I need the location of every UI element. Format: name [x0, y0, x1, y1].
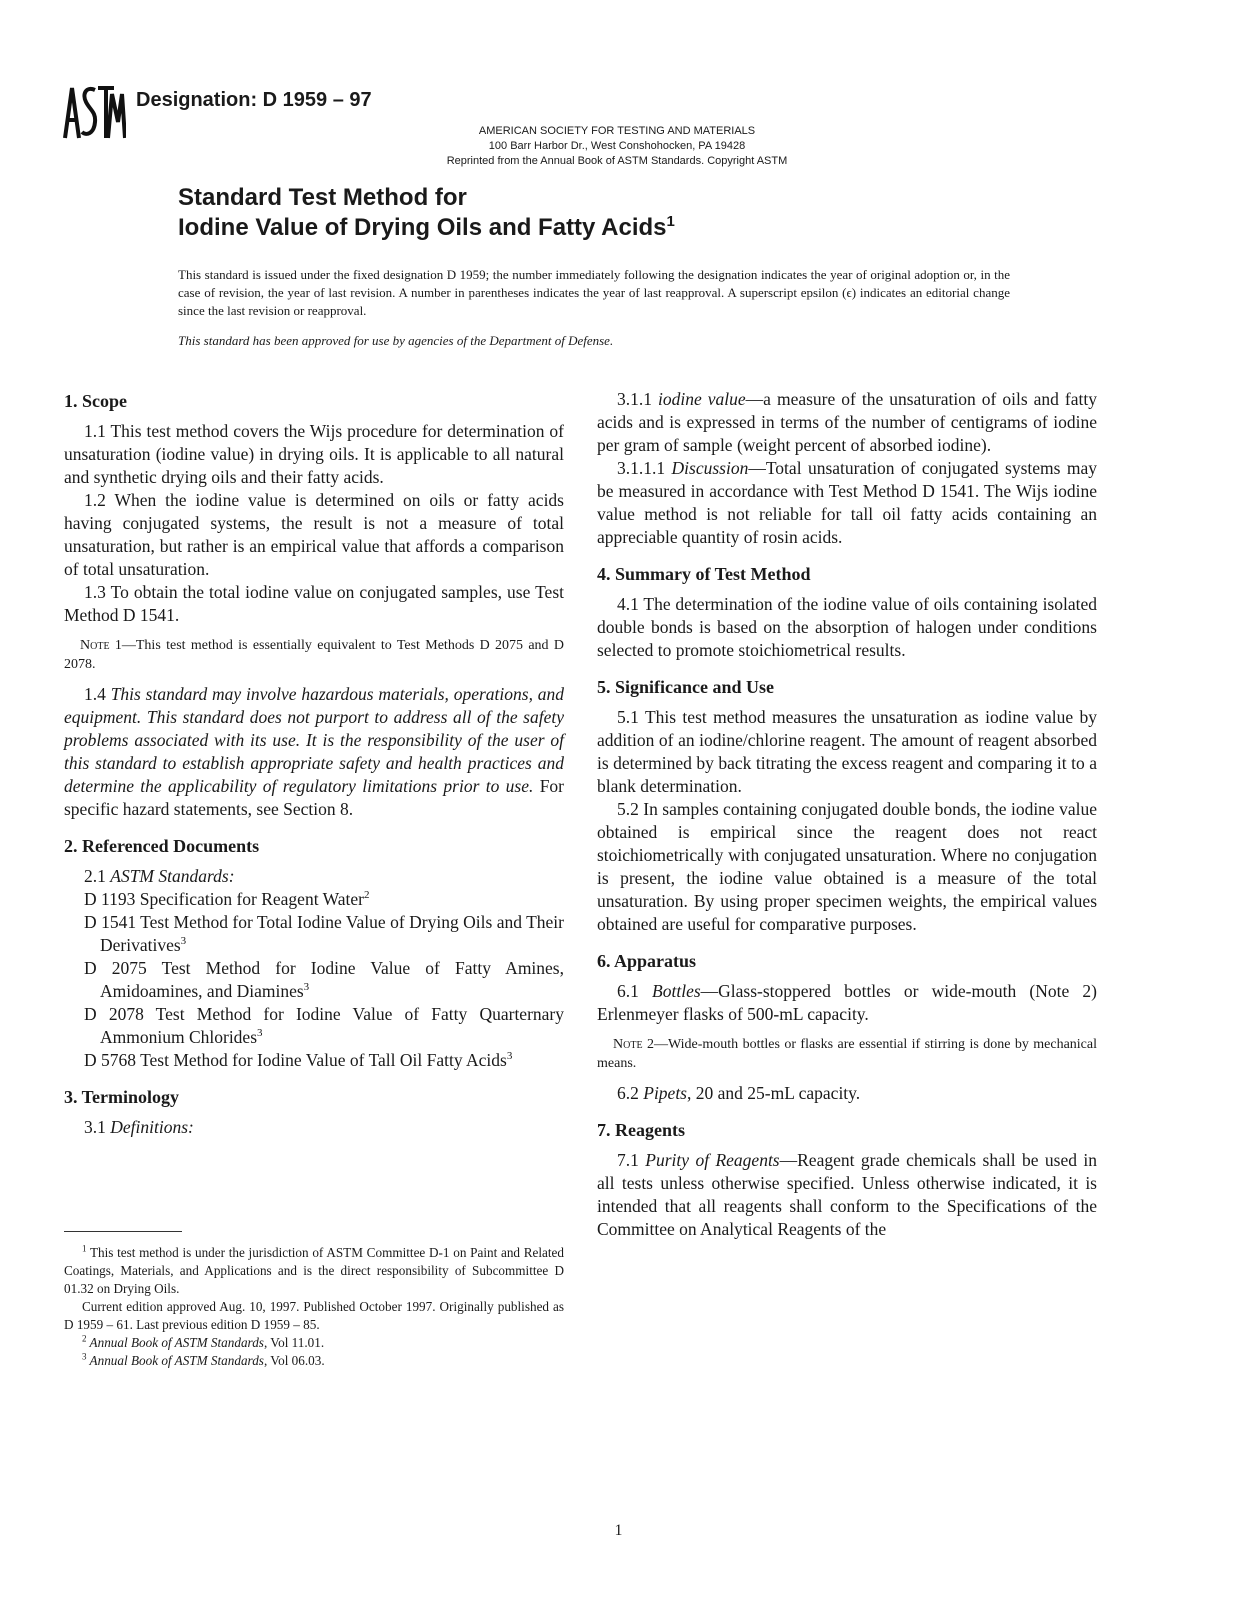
section-heading-referenced-documents: 2. Referenced Documents	[64, 836, 260, 856]
footnote-text: , Vol 11.01.	[263, 1335, 325, 1350]
title-text: Iodine Value of Drying Oils and Fatty Acids	[178, 214, 667, 241]
footnote-mark: 3	[180, 935, 187, 948]
reference-item	[64, 911, 564, 957]
section-heading-scope: 1. Scope	[64, 391, 127, 411]
safety-caveat: This standard may involve hazardous materials, operations, and equipment. This standard does not purport to address all of the safety problems associated with its use. It is the responsibility of the user of this standard to establish appropriate safety and health practices and determine the applicability of regulatory limitations prior to use.	[64, 684, 564, 796]
footnote-1	[64, 1244, 564, 1298]
paragraph-4-1: 4.1 The determination of the iodine value of oils containing isolated double bonds is based on the absorption of halogen under conditions selected to promote stoichiometrical results.	[597, 594, 1097, 660]
note-2-text: —Wide-mouth bottles or flasks are essential if stirring is done by mechanical means.	[597, 1037, 1097, 1071]
paragraph-text: , 20 and 25-mL capacity.	[687, 1083, 861, 1103]
footnote-mark: 3	[257, 1027, 263, 1040]
dod-approval-note: This standard has been approved for use by agencies of the Department of Defense.	[178, 333, 614, 348]
paragraph-1-1: 1.1 This test method covers the Wijs procedure for determination of unsaturation (iodine value) in drying oils. It is applicable to all natural and synthetic drying oils and their fatty acids.	[64, 421, 564, 487]
reference-text: D 1541 Test Method for Total Iodine Value of Drying Oils and Their Derivatives	[84, 912, 564, 955]
title-line-2	[178, 213, 675, 243]
footnote-text: This test method is under the jurisdiction of ASTM Committee D-1 on Paint and Related Coatings, Materials, and Applications and is the direct responsibility of Subcommittee D 01.32 on Drying Oils.	[64, 1245, 564, 1296]
designation-note: This standard is issued under the fixed designation D 1959; the number immediately following the designation indicates the year of original adoption or, in the case of revision, the year of last revision. A number in parentheses indicates the year of last reapproval. A superscript epsilon (ϵ) indicates an editorial change since the last revision or reapproval.	[178, 267, 1010, 318]
paragraph-7-1	[597, 1149, 1097, 1241]
document-title	[178, 183, 675, 243]
footnotes	[64, 1244, 564, 1370]
paragraph-number: 7.1	[617, 1150, 646, 1170]
society-address: 100 Barr Harbor Dr., West Conshohocken, PA 19428	[488, 140, 746, 152]
reference-text: D 2078 Test Method for Iodine Value of Fatty Quarternary Ammonium Chlorides	[84, 1004, 564, 1047]
left-column	[64, 388, 564, 1139]
paragraph-3-1	[64, 1116, 564, 1139]
paragraph-number: 1.4	[84, 684, 111, 704]
paragraph-text: —Total unsaturation of conjugated systems may be measured in accordance with Test Method D 1541. The Wijs iodine value method is not reliable for tall oil fatty acids containing an appreciable quantity of rosin acids.	[597, 458, 1097, 547]
designation: Designation: D 1959 – 97	[136, 89, 372, 111]
footnote-text: , Vol 06.03.	[263, 1353, 325, 1368]
note-2-label: Note 2	[613, 1037, 654, 1052]
defined-term: iodine value	[658, 389, 746, 409]
reprint-notice: Reprinted from the Annual Book of ASTM Standards. Copyright ASTM	[446, 155, 788, 167]
society-name: AMERICAN SOCIETY FOR TESTING AND MATERIALS	[478, 125, 756, 137]
paragraph-1-4	[64, 683, 564, 821]
paragraph-text: For specific hazard statements, see Section 8.	[64, 776, 565, 819]
paragraph-text: —a measure of the unsaturation of oils and fatty acids and is expressed in terms of the number of centigrams of iodine per gram of sample (weight percent of absorbed iodine).	[597, 389, 1098, 455]
footnote-mark: 3	[303, 981, 310, 994]
section-heading-terminology: 3. Terminology	[64, 1087, 180, 1107]
note-2	[597, 1035, 1097, 1073]
reference-text: D 1193 Specification for Reagent Water	[84, 889, 364, 909]
paragraph-label: ASTM Standards:	[110, 866, 235, 886]
reference-text: D 5768 Test Method for Iodine Value of Tall Oil Fatty Acids	[84, 1050, 507, 1070]
paragraph-5-2: 5.2 In samples containing conjugated double bonds, the iodine value obtained is empirical since the reagent does not react stoichiometrically with conjugated unsaturation. Where no conjugation is present, the iodine value obtained is a measure of the total unsaturation. By using proper specimen weights, the empirical values obtained are useful for comparative purposes.	[597, 799, 1097, 934]
right-column	[597, 388, 1097, 1241]
paragraph-6-1	[597, 980, 1097, 1026]
section-heading-apparatus: 6. Apparatus	[597, 951, 697, 971]
section-heading-significance: 5. Significance and Use	[597, 677, 775, 697]
defined-term: Discussion	[671, 458, 749, 478]
page-number: 1	[614, 1522, 623, 1539]
footnote-mark: 3	[82, 1351, 87, 1362]
paragraph-number: 6.1	[617, 981, 653, 1001]
reference-item	[64, 1049, 564, 1072]
defined-term: Bottles	[652, 981, 701, 1001]
footnote-mark: 2	[82, 1333, 87, 1344]
footnote-1-continued: Current edition approved Aug. 10, 1997. Published October 1997. Originally published as D 1959 – 61. Last previous edition D 1959 – 85.	[64, 1299, 564, 1332]
reference-text: D 2075 Test Method for Iodine Value of Fatty Amines, Amidoamines, and Diamines	[84, 958, 564, 1001]
reference-item	[64, 1003, 564, 1049]
footnote-italic: Annual Book of ASTM Standards	[86, 1353, 264, 1368]
section-heading-reagents: 7. Reagents	[597, 1120, 685, 1140]
paragraph-3-1-1-1	[597, 457, 1097, 549]
footnote-3	[64, 1352, 564, 1370]
reference-item	[64, 888, 564, 911]
paragraph-number: 3.1.1.1	[617, 458, 672, 478]
paragraph-number: 2.1	[84, 866, 111, 886]
note-1-label: Note 1	[80, 638, 122, 653]
paragraph-1-2: 1.2 When the iodine value is determined on oils or fatty acids having conjugated systems, the result is not a measure of total unsaturation, but rather is an empirical value that affords a comparison of total unsaturation.	[64, 490, 564, 579]
footnote-mark: 2	[363, 889, 370, 902]
defined-term: Purity of Reagents	[645, 1150, 780, 1170]
footnote-divider	[64, 1231, 182, 1232]
paragraph-2-1	[64, 865, 564, 888]
paragraph-3-1-1	[597, 388, 1097, 457]
paragraph-text: —Glass-stoppered bottles or wide-mouth (Note 2) Erlenmeyer flasks of 500-mL capacity.	[597, 981, 1097, 1024]
footnote-2	[64, 1334, 564, 1352]
publisher-block	[380, 124, 854, 169]
note-1	[64, 636, 564, 674]
paragraph-number: 6.2	[617, 1083, 644, 1103]
reference-item	[64, 957, 564, 1003]
paragraph-number: 3.1.1	[617, 389, 659, 409]
paragraph-5-1: 5.1 This test method measures the unsaturation as iodine value by addition of an iodine/chlorine reagent. The amount of reagent absorbed is determined by back titrating the excess reagent and comparing it to a blank determination.	[597, 707, 1097, 796]
paragraph-label: Definitions:	[110, 1117, 194, 1137]
title-line-1: Standard Test Method for	[178, 184, 467, 211]
footnote-italic: Annual Book of ASTM Standards	[86, 1335, 264, 1350]
title-footnote-mark: 1	[666, 213, 675, 230]
footnote-mark: 3	[506, 1050, 513, 1063]
note-1-text: —This test method is essentially equivalent to Test Methods D 2075 and D 2078.	[64, 638, 564, 672]
paragraph-number: 3.1	[84, 1117, 111, 1137]
astm-logo-icon	[62, 82, 126, 140]
paragraph-text: —Reagent grade chemicals shall be used in all tests unless otherwise specified. Unless otherwise indicated, it is intended that all reagents shall conform to the Specifications of the Committee on Analytical Reagents of the	[597, 1150, 1097, 1239]
paragraph-6-2	[597, 1082, 1097, 1105]
paragraph-1-3: 1.3 To obtain the total iodine value on conjugated samples, use Test Method D 1541.	[64, 582, 564, 625]
section-heading-summary: 4. Summary of Test Method	[597, 564, 811, 584]
defined-term: Pipets	[643, 1083, 687, 1103]
footnote-mark: 1	[82, 1243, 87, 1254]
